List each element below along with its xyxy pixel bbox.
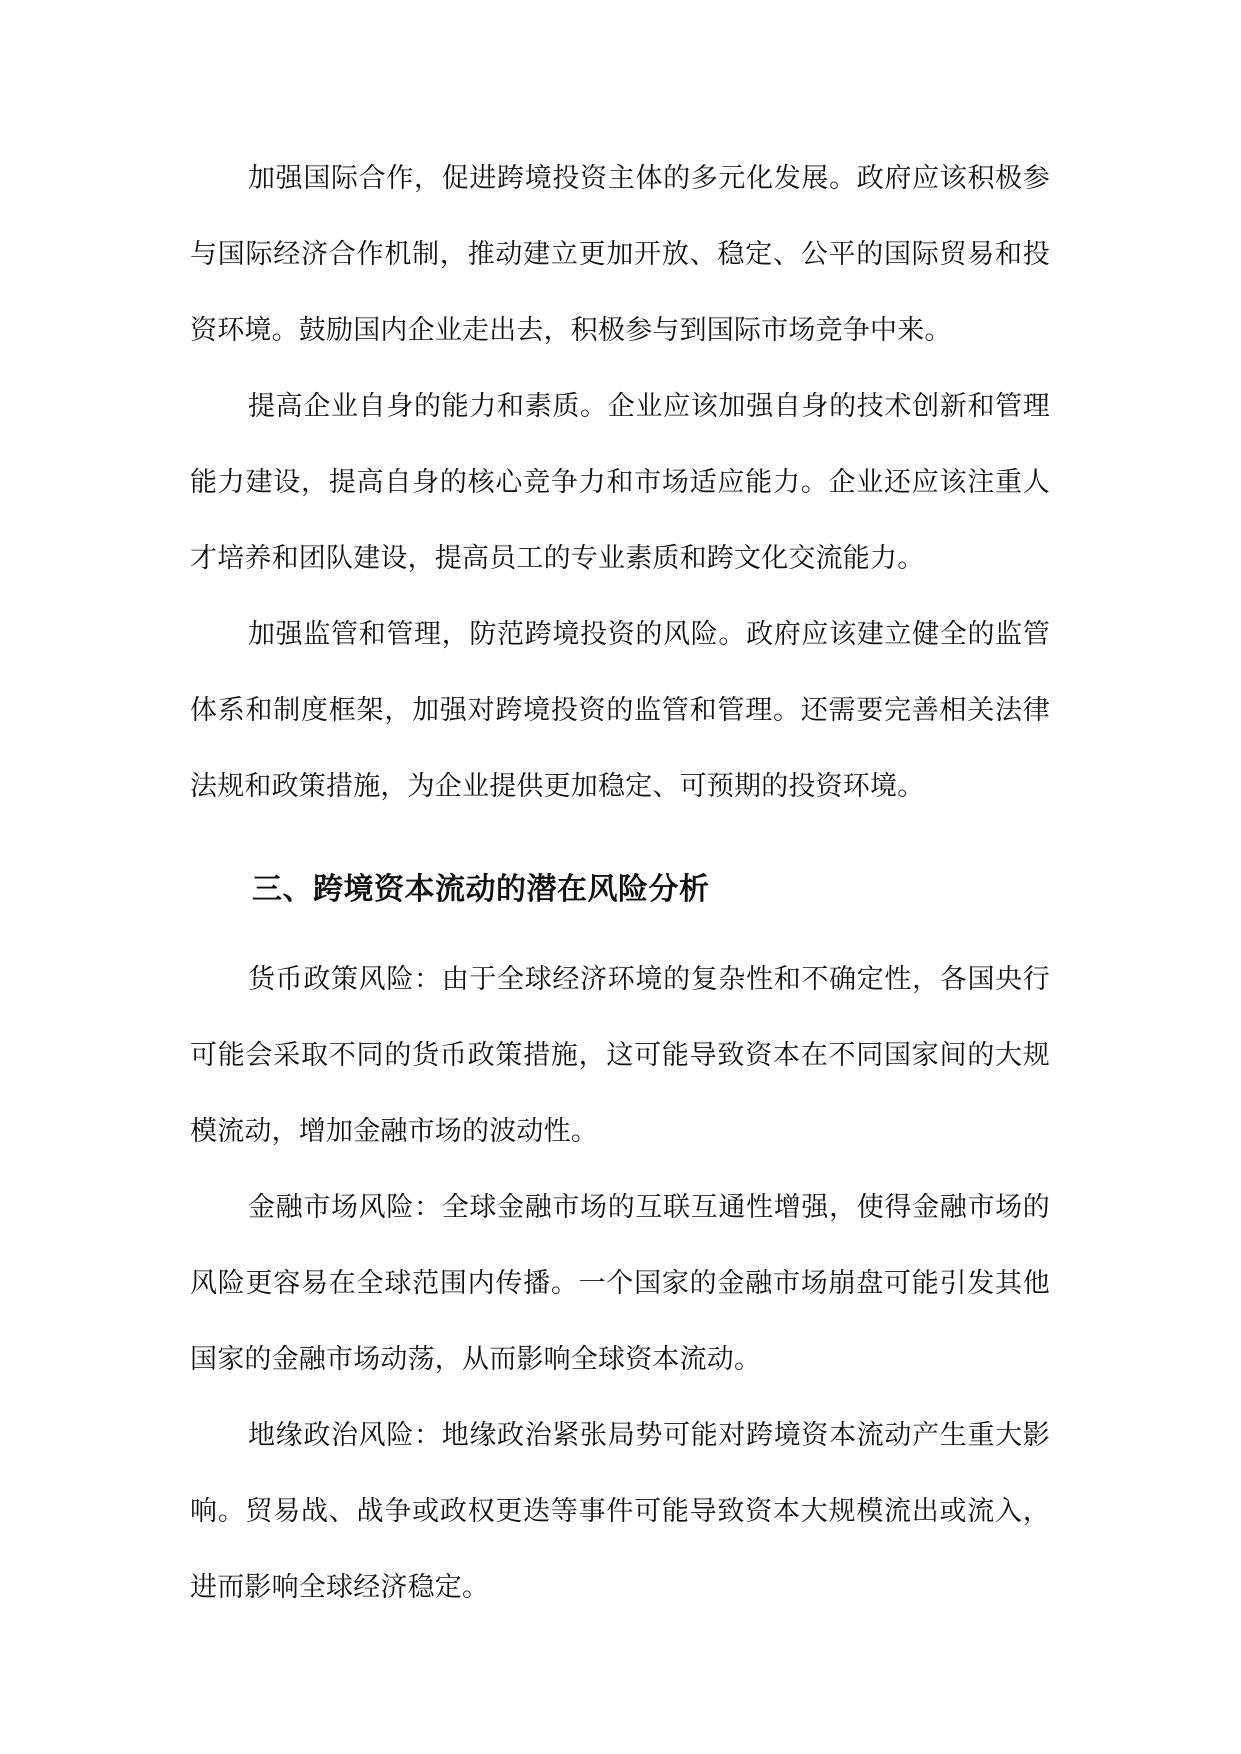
paragraph-enterprise-capability: 提高企业自身的能力和素质。企业应该加强自身的技术创新和管理能力建设，提高自身的核心竞争力和市场适应能力。企业还应该注重人才培养和团队建设，提高员工的专业素质和跨文化交流能力。 bbox=[190, 391, 1050, 574]
section-heading: 三、跨境资本流动的潜在风险分析 bbox=[252, 872, 710, 907]
paragraph-supervision: 加强监管和管理，防范跨境投资的风险。政府应该建立健全的监管体系和制度框架，加强对跨境投资的监管和管理。还需要完善相关法律法规和政策措施，为企业提供更加稳定、可预期的投资环境。 bbox=[190, 619, 1050, 802]
paragraph-international-cooperation: 加强国际合作，促进跨境投资主体的多元化发展。政府应该积极参与国际经济合作机制，推动建立更加开放、稳定、公平的国际贸易和投资环境。鼓励国内企业走出去，积极参与到国际市场竞争中来。 bbox=[190, 163, 1050, 346]
paragraph-geopolitical-risk: 地缘政治风险：地缘政治紧张局势可能对跨境资本流动产生重大影响。贸易战、战争或政权更迭等事件可能导致资本大规模流出或流入，进而影响全球经济稳定。 bbox=[190, 1420, 1050, 1603]
paragraph-monetary-policy-risk: 货币政策风险：由于全球经济环境的复杂性和不确定性，各国央行可能会采取不同的货币政策措施，这可能导致资本在不同国家间的大规模流动，增加金融市场的波动性。 bbox=[190, 964, 1050, 1147]
paragraph-financial-market-risk: 金融市场风险：全球金融市场的互联互通性增强，使得金融市场的风险更容易在全球范围内传播。一个国家的金融市场崩盘可能引发其他国家的金融市场动荡，从而影响全球资本流动。 bbox=[190, 1192, 1050, 1375]
document-body bbox=[190, 141, 1050, 1626]
